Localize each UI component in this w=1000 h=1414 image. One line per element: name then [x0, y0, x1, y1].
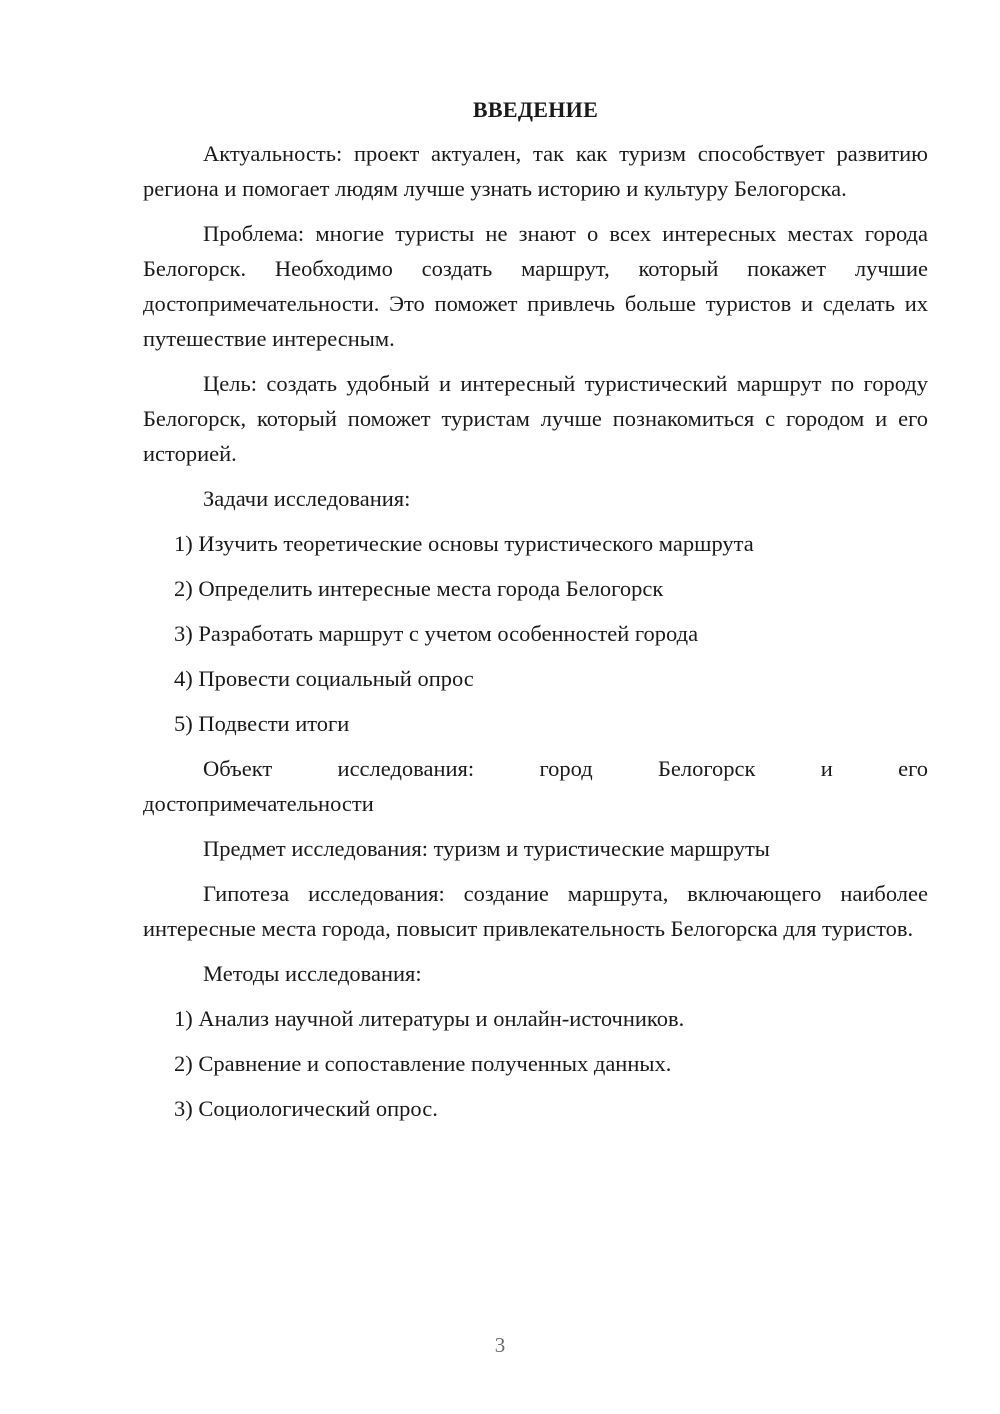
goal-paragraph: Цель: создать удобный и интересный туристический маршрут по городу Белогорск, который поможет туристам лучше познакомиться с городом и его историей. [143, 371, 928, 466]
method-item: 3) Социологический опрос. [174, 1096, 438, 1121]
methods-heading: Методы исследования: [203, 961, 422, 986]
task-item: 3) Разработать маршрут с учетом особенностей города [174, 621, 699, 646]
object-line-2: достопримечательности [143, 791, 374, 816]
task-item: 1) Изучить теоретические основы туристического маршрута [174, 531, 754, 556]
task-item: 2) Определить интересные места города Белогорск [174, 576, 664, 601]
method-item: 2) Сравнение и сопоставление полученных данных. [174, 1051, 672, 1076]
method-item: 1) Анализ научной литературы и онлайн-источников. [174, 1006, 685, 1031]
subject-line: Предмет исследования: туризм и туристические маршруты [203, 836, 770, 861]
document-page [143, 92, 928, 1136]
page-number: 3 [494, 1333, 506, 1357]
page-title: ВВЕДЕНИЕ [472, 97, 599, 122]
relevance-paragraph: Актуальность: проект актуален, так как туризм способствует развитию региона и помогает людям лучше узнать историю и культуру Белогорска. [143, 141, 928, 201]
task-item: 5) Подвести итоги [174, 711, 350, 736]
task-item: 4) Провести социальный опрос [174, 666, 474, 691]
hypothesis-paragraph: Гипотеза исследования: создание маршрута, включающего наиболее интересные места города, повысит привлекательность Белогорска для туристов. [143, 881, 928, 941]
object-line-1: Объект исследования: город Белогорск и его [203, 756, 928, 781]
tasks-heading: Задачи исследования: [203, 486, 411, 511]
problem-paragraph: Проблема: многие туристы не знают о всех интересных местах города Белогорск. Необходимо создать маршрут, который покажет лучшие достопримечательности. Это поможет привлечь больше туристов и сделать их путешествие интересным. [143, 221, 928, 351]
